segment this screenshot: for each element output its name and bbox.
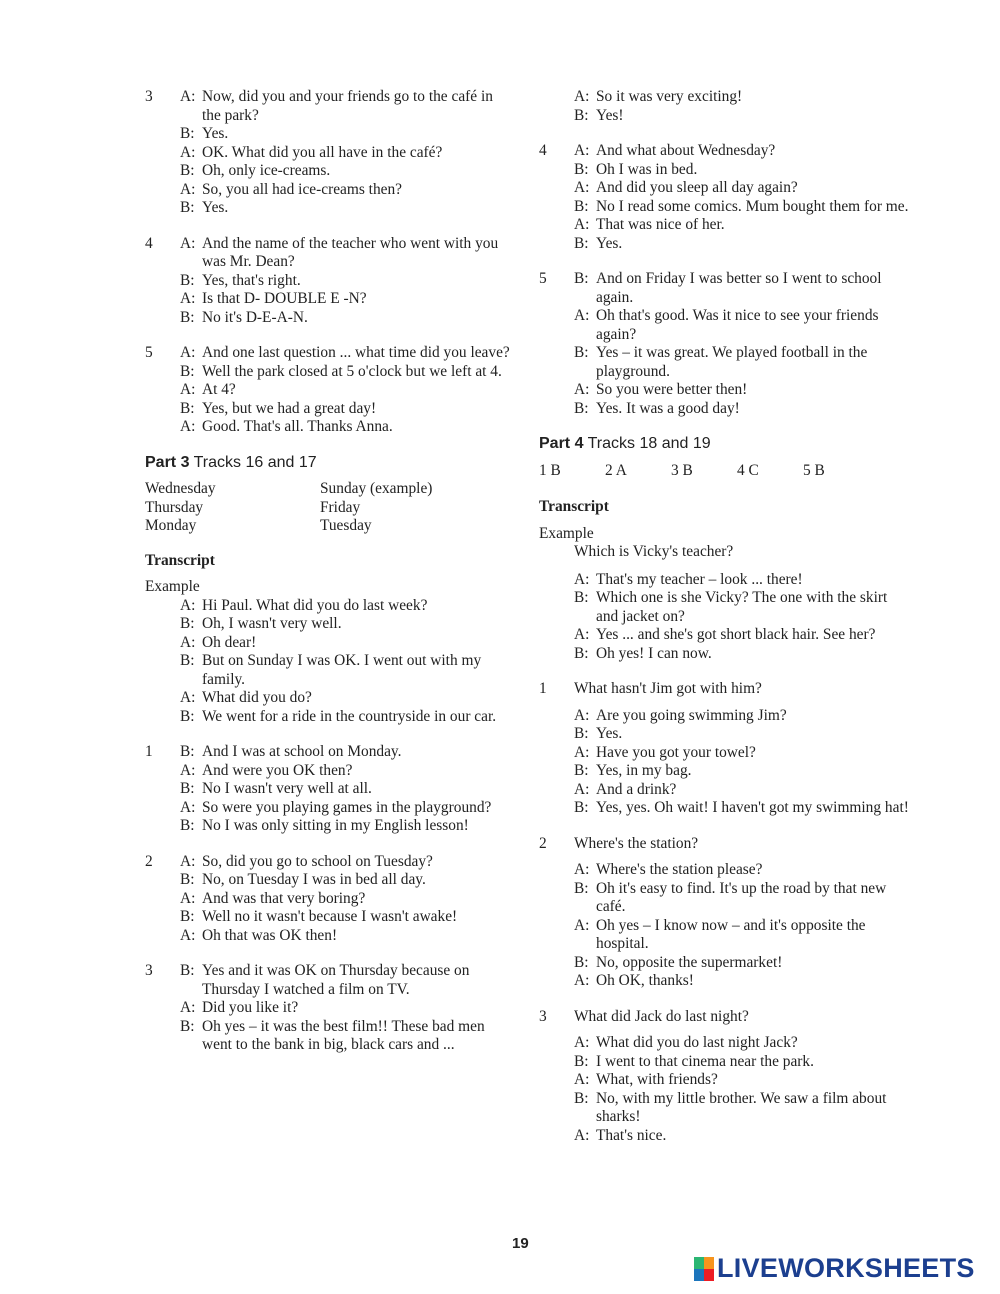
dialog-text: Oh I was in bed. bbox=[596, 160, 698, 178]
dialog-line bbox=[574, 400, 909, 419]
dialog-line bbox=[180, 908, 515, 927]
part4-transcript-title: Transcript bbox=[539, 498, 609, 515]
item-number: 2 bbox=[145, 852, 153, 870]
dialog-line bbox=[180, 708, 515, 727]
item-number: 1 bbox=[145, 743, 153, 760]
dialog-text: Yes! bbox=[596, 106, 624, 124]
dialog-item bbox=[145, 235, 515, 328]
dialog-line bbox=[574, 381, 909, 400]
answer-cell: 3 B bbox=[671, 461, 693, 479]
item-number: 5 bbox=[539, 270, 547, 287]
dialog-line bbox=[180, 689, 515, 708]
speaker-label: A: bbox=[574, 216, 590, 233]
dialog-text: Oh, only ice-creams. bbox=[202, 162, 331, 179]
question-line bbox=[539, 1008, 909, 1027]
dialog-text: And what about Wednesday? bbox=[596, 142, 776, 159]
speaker-label: B: bbox=[574, 953, 589, 971]
dialog-line bbox=[574, 107, 909, 126]
speaker-label: B: bbox=[574, 270, 589, 287]
dialog-line bbox=[180, 999, 515, 1018]
dialog-line bbox=[574, 307, 909, 344]
speaker-label: A: bbox=[574, 570, 590, 588]
speaker-label: A: bbox=[574, 307, 590, 324]
dialog-text: Yes, yes. Oh wait! I haven't got my swimming hat! bbox=[596, 799, 909, 816]
dialog-line bbox=[180, 88, 515, 125]
dialog-text: Where's the station please? bbox=[596, 861, 763, 878]
dialog-text: Which one is she Vicky? The one with the skirt and jacket on? bbox=[596, 589, 888, 625]
speaker-label: A: bbox=[180, 88, 196, 105]
speaker-label: B: bbox=[180, 125, 195, 142]
speaker-label: B: bbox=[574, 589, 589, 606]
dialog-line bbox=[574, 1053, 909, 1072]
dialog-line bbox=[574, 954, 909, 973]
dialog-text: Yes – it was great. We played football in the playground. bbox=[596, 344, 868, 380]
dialog-text: Oh it's easy to find. It's up the road by that new café. bbox=[596, 879, 887, 915]
dialog-text: Yes, but we had a great day! bbox=[202, 399, 377, 417]
dialog-text: Yes. It was a good day! bbox=[596, 399, 740, 417]
part3-tracks: Tracks 16 and 17 bbox=[193, 453, 317, 471]
dialog-text: OK. What did you all have in the café? bbox=[202, 143, 443, 161]
item-number: 4 bbox=[539, 142, 547, 159]
dialog-line bbox=[574, 861, 909, 880]
part4-answers bbox=[539, 462, 909, 481]
dialog-text: Oh yes – I know now – and it's opposite the hospital. bbox=[596, 916, 866, 952]
dialog-text: And on Friday I was better so I went to school again. bbox=[596, 270, 882, 306]
dialog-line bbox=[180, 927, 515, 946]
dialog-text: And was that very boring? bbox=[202, 889, 366, 907]
speaker-label: A: bbox=[180, 234, 196, 252]
speaker-label: B: bbox=[574, 799, 589, 816]
dialog-text: What did you do last night Jack? bbox=[596, 1034, 798, 1051]
speaker-label: A: bbox=[180, 381, 196, 398]
dialog-line bbox=[180, 762, 515, 781]
right-column bbox=[539, 88, 909, 1162]
question-number: 1 bbox=[539, 680, 547, 697]
part3-example-dialog bbox=[145, 597, 515, 727]
dialog-text: Well the park closed at 5 o'clock but we left at 4. bbox=[202, 362, 502, 380]
question-number: 3 bbox=[539, 1007, 547, 1025]
dialog-text: Yes. bbox=[202, 125, 229, 142]
speaker-label: B: bbox=[180, 707, 195, 725]
dialog-text: Have you got your towel? bbox=[596, 743, 756, 761]
dialog-line bbox=[180, 199, 515, 218]
speaker-label: A: bbox=[574, 706, 590, 724]
speaker-label: A: bbox=[574, 142, 590, 159]
answer-cell: 1 B bbox=[539, 461, 561, 479]
part3-answers bbox=[145, 480, 515, 536]
speaker-label: A: bbox=[180, 852, 196, 870]
dialog-text: And the name of the teacher who went with you was Mr. Dean? bbox=[202, 234, 499, 270]
dialog-item bbox=[145, 88, 515, 218]
dialog-line bbox=[180, 871, 515, 890]
dialog-line bbox=[180, 652, 515, 689]
speaker-label: B: bbox=[180, 871, 195, 888]
speaker-label: B: bbox=[574, 644, 589, 662]
dialog-line bbox=[574, 198, 909, 217]
dialog-line bbox=[574, 161, 909, 180]
dialog-line bbox=[574, 179, 909, 198]
speaker-label: A: bbox=[574, 179, 590, 196]
speaker-label: A: bbox=[574, 780, 590, 798]
dialog-line bbox=[180, 125, 515, 144]
answer-cell: Monday bbox=[145, 517, 197, 534]
part3-example-label: Example bbox=[145, 578, 200, 595]
speaker-label: B: bbox=[574, 197, 589, 215]
dialog-line bbox=[574, 917, 909, 954]
speaker-label: B: bbox=[180, 271, 195, 289]
dialog-text: Yes. bbox=[596, 725, 623, 742]
speaker-label: B: bbox=[180, 817, 195, 834]
dialog-text: Well no it wasn't because I wasn't awake! bbox=[202, 908, 458, 925]
speaker-label: B: bbox=[574, 160, 589, 178]
speaker-label: A: bbox=[574, 743, 590, 761]
question-text: Where's the station? bbox=[574, 834, 699, 852]
speaker-label: A: bbox=[180, 889, 196, 907]
question-dialog bbox=[539, 707, 909, 818]
dialog-text: No I read some comics. Mum bought them for me. bbox=[596, 197, 909, 215]
dialog-text: No I wasn't very well at all. bbox=[202, 780, 372, 797]
dialog-text: No I was only sitting in my English lesson! bbox=[202, 817, 469, 834]
dialog-text: Yes ... and she's got short black hair. See her? bbox=[596, 626, 876, 643]
part3-heading bbox=[145, 454, 515, 473]
dialog-line bbox=[574, 1034, 909, 1053]
dialog-text: And a drink? bbox=[596, 780, 677, 798]
part4-example-question: Which is Vicky's teacher? bbox=[574, 543, 734, 560]
speaker-label: A: bbox=[180, 418, 196, 435]
dialog-item bbox=[539, 270, 909, 418]
dialog-line bbox=[574, 270, 909, 307]
speaker-label: A: bbox=[180, 926, 196, 944]
speaker-label: A: bbox=[574, 972, 590, 989]
liveworksheets-wordmark: LIVEWORKSHEETS bbox=[717, 1253, 975, 1283]
answer-cell: Wednesday bbox=[145, 480, 216, 497]
speaker-label: A: bbox=[180, 344, 196, 361]
part4-tracks: Tracks 18 and 19 bbox=[587, 435, 711, 452]
dialog-line bbox=[180, 400, 515, 419]
dialog-text: And I was at school on Monday. bbox=[202, 743, 402, 760]
dialog-text: Yes. bbox=[596, 234, 623, 252]
dialog-text: That's my teacher – look ... there! bbox=[596, 570, 803, 588]
dialog-line bbox=[574, 626, 909, 645]
dialog-text: Oh OK, thanks! bbox=[596, 972, 694, 989]
dialog-line bbox=[574, 725, 909, 744]
dialog-text: Oh that was OK then! bbox=[202, 926, 338, 944]
speaker-label: A: bbox=[180, 689, 196, 706]
dialog-line bbox=[574, 571, 909, 590]
dialog-line bbox=[180, 1018, 515, 1055]
item-number: 5 bbox=[145, 344, 153, 361]
dialog-line bbox=[180, 162, 515, 181]
part3-label: Part 3 bbox=[145, 453, 190, 471]
dialog-text: No it's D-E-A-N. bbox=[202, 308, 308, 326]
dialog-line bbox=[180, 235, 515, 272]
speaker-label: B: bbox=[180, 362, 195, 380]
speaker-label: B: bbox=[574, 725, 589, 742]
speaker-label: B: bbox=[574, 879, 589, 897]
dialog-text: Oh yes! I can now. bbox=[596, 644, 712, 662]
dialog-text: Hi Paul. What did you do last week? bbox=[202, 596, 428, 614]
answer-cell: Thursday bbox=[145, 498, 204, 516]
dialog-text: Yes and it was OK on Thursday because on Thursday I watched a film on TV. bbox=[202, 962, 470, 998]
dialog-text: So, did you go to school on Tuesday? bbox=[202, 852, 433, 870]
answer-cell: Tuesday bbox=[320, 517, 372, 534]
dialog-item bbox=[145, 743, 515, 836]
speaker-label: B: bbox=[574, 762, 589, 779]
speaker-label: A: bbox=[574, 88, 590, 105]
speaker-label: B: bbox=[180, 743, 195, 760]
dialog-line bbox=[180, 144, 515, 163]
speaker-label: B: bbox=[574, 344, 589, 361]
right-dialogs bbox=[539, 142, 909, 418]
dialog-line bbox=[180, 634, 515, 653]
dialog-text: What did you do? bbox=[202, 689, 312, 706]
speaker-label: B: bbox=[180, 308, 195, 326]
dialog-text: That was nice of her. bbox=[596, 216, 725, 233]
dialog-line bbox=[574, 645, 909, 664]
dialog-line bbox=[574, 1071, 909, 1090]
liveworksheets-logo[interactable] bbox=[694, 1253, 975, 1284]
dialog-line bbox=[180, 363, 515, 382]
page-number: 19 bbox=[512, 1235, 529, 1252]
dialog-line bbox=[180, 780, 515, 799]
speaker-label: A: bbox=[180, 180, 196, 198]
question-number: 2 bbox=[539, 834, 547, 852]
dialog-line bbox=[180, 853, 515, 872]
answer-cell: Friday bbox=[320, 498, 361, 516]
dialog-line bbox=[180, 181, 515, 200]
dialog-item bbox=[539, 142, 909, 253]
dialog-text: So you were better then! bbox=[596, 381, 748, 398]
dialog-text: What, with friends? bbox=[596, 1071, 718, 1088]
dialog-line bbox=[574, 744, 909, 763]
dialog-line bbox=[180, 817, 515, 836]
dialog-text: So, you all had ice-creams then? bbox=[202, 180, 403, 198]
answer-cell: Sunday (example) bbox=[320, 480, 433, 497]
dialog-text: No, with my little brother. We saw a film about sharks! bbox=[596, 1089, 887, 1125]
dialog-text: Did you like it? bbox=[202, 999, 299, 1016]
dialog-line bbox=[574, 799, 909, 818]
dialog-text: Oh dear! bbox=[202, 633, 257, 651]
dialog-line bbox=[574, 216, 909, 235]
dialog-line bbox=[180, 962, 515, 999]
dialog-line bbox=[574, 1127, 909, 1146]
dialog-line bbox=[574, 762, 909, 781]
question-text: What hasn't Jim got with him? bbox=[574, 680, 762, 697]
speaker-label: A: bbox=[574, 626, 590, 643]
part3-dialogs bbox=[145, 743, 515, 1055]
dialog-text: Are you going swimming Jim? bbox=[596, 706, 787, 724]
speaker-label: A: bbox=[574, 861, 590, 878]
dialog-text: At 4? bbox=[202, 381, 236, 398]
dialog-text: But on Sunday I was OK. I went out with my family. bbox=[202, 652, 482, 688]
dialog-line bbox=[180, 272, 515, 291]
part4-example-dialog bbox=[539, 571, 909, 664]
speaker-label: A: bbox=[180, 798, 196, 816]
dialog-text: Oh, I wasn't very well. bbox=[202, 615, 342, 632]
item-number: 4 bbox=[145, 234, 153, 252]
speaker-label: A: bbox=[180, 596, 196, 614]
dialog-item bbox=[145, 853, 515, 946]
speaker-label: B: bbox=[180, 615, 195, 632]
dialog-item bbox=[145, 344, 515, 437]
answer-cell: 4 C bbox=[737, 461, 759, 479]
dialog-line bbox=[180, 344, 515, 363]
dialog-text: That's nice. bbox=[596, 1126, 667, 1144]
question-dialog bbox=[539, 861, 909, 991]
left-top-dialogs bbox=[145, 88, 515, 437]
dialog-line bbox=[180, 597, 515, 616]
dialog-text: Oh that's good. Was it nice to see your friends again? bbox=[596, 307, 879, 343]
speaker-label: B: bbox=[180, 962, 195, 979]
liveworksheets-logo-icon bbox=[694, 1257, 714, 1281]
part4-label: Part 4 bbox=[539, 435, 584, 452]
dialog-line bbox=[574, 235, 909, 254]
item-number: 3 bbox=[145, 88, 153, 105]
part4-questions bbox=[539, 680, 909, 1145]
dialog-line bbox=[574, 142, 909, 161]
dialog-text: Good. That's all. Thanks Anna. bbox=[202, 418, 393, 435]
speaker-label: A: bbox=[574, 381, 590, 398]
answer-cell: 2 A bbox=[605, 461, 627, 479]
dialog-text: And did you sleep all day again? bbox=[596, 179, 798, 196]
speaker-label: A: bbox=[180, 143, 196, 161]
dialog-line bbox=[574, 707, 909, 726]
speaker-label: B: bbox=[180, 1017, 195, 1035]
dialog-text: I went to that cinema near the park. bbox=[596, 1052, 814, 1070]
item-number: 3 bbox=[145, 962, 153, 979]
answer-cell: 5 B bbox=[803, 461, 825, 479]
speaker-label: B: bbox=[574, 234, 589, 252]
dialog-line bbox=[574, 880, 909, 917]
dialog-text: And were you OK then? bbox=[202, 761, 353, 779]
dialog-text: Oh yes – it was the best film!! These bad men went to the bank in big, black cars and ... bbox=[202, 1017, 485, 1053]
dialog-line bbox=[180, 309, 515, 328]
question-line bbox=[539, 680, 909, 699]
speaker-label: B: bbox=[180, 780, 195, 797]
dialog-line bbox=[574, 972, 909, 991]
speaker-label: A: bbox=[180, 290, 196, 307]
speaker-label: B: bbox=[180, 199, 195, 216]
part4-example-label: Example bbox=[539, 524, 594, 542]
part4-heading bbox=[539, 435, 909, 454]
dialog-text: Is that D- DOUBLE E -N? bbox=[202, 290, 367, 307]
dialog-text: Yes, that's right. bbox=[202, 271, 301, 289]
speaker-label: B: bbox=[180, 908, 195, 925]
dialog-line bbox=[180, 418, 515, 437]
question-dialog bbox=[539, 1034, 909, 1145]
dialog-text: So it was very exciting! bbox=[596, 88, 743, 105]
right-continued-dialog bbox=[539, 88, 909, 125]
dialog-line bbox=[180, 890, 515, 909]
speaker-label: A: bbox=[574, 916, 590, 934]
speaker-label: A: bbox=[180, 761, 196, 779]
dialog-line bbox=[574, 589, 909, 626]
speaker-label: B: bbox=[574, 399, 589, 417]
speaker-label: B: bbox=[574, 1089, 589, 1107]
dialog-line bbox=[574, 344, 909, 381]
speaker-label: A: bbox=[574, 1071, 590, 1088]
dialog-item bbox=[145, 962, 515, 1055]
speaker-label: B: bbox=[574, 106, 589, 124]
dialog-text: And one last question ... what time did you leave? bbox=[202, 344, 510, 361]
dialog-text: Now, did you and your friends go to the café in the park? bbox=[202, 88, 493, 124]
question-line bbox=[539, 835, 909, 854]
dialog-text: So were you playing games in the playground? bbox=[202, 798, 492, 816]
dialog-text: No, opposite the supermarket! bbox=[596, 953, 783, 971]
dialog-line bbox=[574, 1090, 909, 1127]
dialog-line bbox=[574, 88, 909, 107]
dialog-line bbox=[180, 799, 515, 818]
speaker-label: A: bbox=[180, 999, 196, 1016]
speaker-label: A: bbox=[180, 633, 196, 651]
dialog-text: Yes, in my bag. bbox=[596, 762, 692, 779]
speaker-label: B: bbox=[180, 162, 195, 179]
dialog-line bbox=[180, 615, 515, 634]
dialog-text: No, on Tuesday I was in bed all day. bbox=[202, 871, 426, 888]
speaker-label: B: bbox=[180, 652, 195, 669]
dialog-line bbox=[180, 290, 515, 309]
speaker-label: A: bbox=[574, 1126, 590, 1144]
dialog-line bbox=[574, 781, 909, 800]
question-text: What did Jack do last night? bbox=[574, 1007, 749, 1025]
part3-transcript-title: Transcript bbox=[145, 551, 215, 569]
speaker-label: B: bbox=[574, 1052, 589, 1070]
dialog-text: We went for a ride in the countryside in our car. bbox=[202, 707, 497, 725]
speaker-label: A: bbox=[574, 1034, 590, 1051]
dialog-line bbox=[180, 381, 515, 400]
dialog-line bbox=[180, 743, 515, 762]
dialog-text: Yes. bbox=[202, 199, 229, 216]
left-column bbox=[145, 88, 515, 1072]
speaker-label: B: bbox=[180, 399, 195, 417]
